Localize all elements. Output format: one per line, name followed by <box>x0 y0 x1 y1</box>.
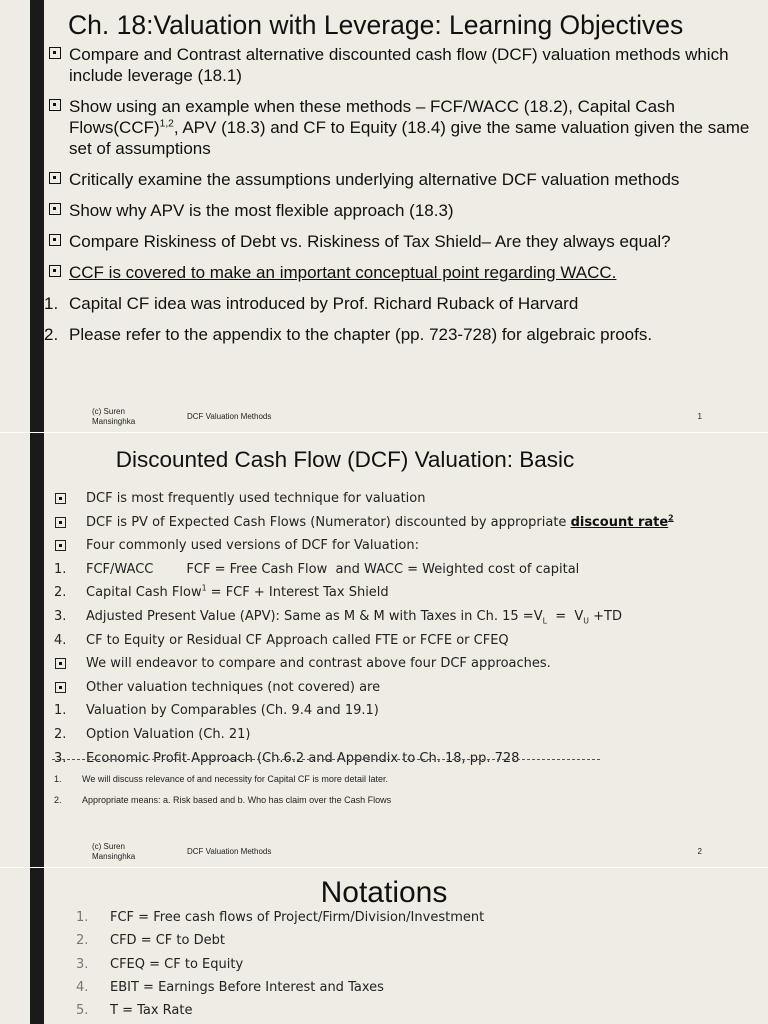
list-item: 1. FCF = Free cash flows of Project/Firm/Division/Investment <box>76 910 485 925</box>
list-item: 2. Please refer to the appendix to the chapter (pp. 723-728) for algebraic proofs. <box>44 325 653 344</box>
checkbox-bullet-icon <box>55 682 66 693</box>
list-item: 5. T = Tax Rate <box>76 1003 193 1019</box>
list-item: 1. FCF/WACC FCF = Free Cash Flow and WACC = Weighted cost of capital <box>54 561 580 577</box>
list-item: DCF is PV of Expected Cash Flows (Numerator) discounted by appropriate discount rate$^2$ <box>52 511 752 535</box>
slide-1-title: Ch. 18:Valuation with Leverage: Learning Objectives <box>68 10 684 40</box>
checkbox-bullet-icon <box>49 234 61 246</box>
slide-3-notations-list <box>76 906 726 1022</box>
list-item: 4. EBIT = Earnings Before Interest and Taxes <box>76 979 384 995</box>
checkbox-bullet-icon <box>49 99 61 111</box>
list-item: Compare and Contrast alternative discounted cash flow (DCF) valuation methods which include leverage (18.1) <box>44 44 754 86</box>
list-item: Four commonly used versions of DCF for Valuation: <box>52 534 752 558</box>
slide-2 <box>0 433 768 867</box>
list-item: Show why APV is the most flexible approach (18.3) <box>44 200 754 221</box>
list-item: 2. CFD = CF to Debt <box>76 933 225 949</box>
checkbox-bullet-icon <box>49 203 61 215</box>
footnote: 2. Appropriate means: a. Risk based and b. Who has claim over the Cash Flows <box>54 795 392 805</box>
slide-2-footnotes <box>54 772 654 814</box>
page-number: 1 <box>697 412 702 421</box>
list-item: 2. Capital Cash Flow$^1$ = FCF + Interest Tax Shield <box>54 584 389 601</box>
checkbox-bullet-icon <box>55 493 66 504</box>
list-item: Other valuation techniques (not covered) are <box>52 676 752 700</box>
slide-1 <box>0 0 768 432</box>
list-item: CCF is covered to make an important conceptual point regarding WACC. <box>44 262 754 283</box>
list-item: We will endeavor to compare and contrast above four DCF approaches. <box>52 652 752 676</box>
left-accent-bar <box>30 0 44 432</box>
footnote: 1. We will discuss relevance of and necessity for Capital CF is more detail later. <box>54 774 388 784</box>
left-accent-bar <box>30 433 44 867</box>
checkbox-bullet-icon <box>55 540 66 551</box>
list-item: 3. Adjusted Present Value (APV): Same as M & M with Taxes in Ch. $15 =V_L = V_U +TD$ <box>54 608 622 626</box>
list-item: 3. CFEQ = CF to Equity <box>76 956 244 972</box>
slide-3 <box>0 868 768 1024</box>
footnote-separator <box>52 759 600 760</box>
slide-1-objectives-list <box>44 44 754 355</box>
page-number: 2 <box>697 847 702 856</box>
checkbox-bullet-icon <box>55 658 66 669</box>
checkbox-bullet-icon <box>49 172 61 184</box>
slide-2-title: Discounted Cash Flow (DCF) Valuation: Basic <box>115 447 575 472</box>
slide-2-list <box>52 487 752 770</box>
list-item: DCF is most frequently used technique for valuation <box>52 487 752 511</box>
list-item: 4. CF to Equity or Residual CF Approach called FTE or FCFE or CFEQ <box>54 632 509 648</box>
checkbox-bullet-icon <box>49 47 61 59</box>
checkbox-bullet-icon <box>55 517 66 528</box>
list-item: 1. Valuation by Comparables (Ch. 9.4 and 19.1) <box>54 703 379 719</box>
list-item: Show using an example when these methods – FCF/WACC (18.2), Capital Cash Flows(CCF)$^{1,2}$, APV (18.3) and CF to Equity (18.4) give the same valuation given the same set of assumptions <box>44 96 754 159</box>
list-item: Critically examine the assumptions underlying alternative DCF valuation methods <box>44 169 754 190</box>
list-item: 3. Economic Profit Approach (Ch.6.2 and Appendix to Ch. 18, pp. 728 <box>54 750 520 766</box>
checkbox-bullet-icon <box>49 265 61 277</box>
slide-3-title: Notations <box>320 876 448 909</box>
list-item: 2. Option Valuation (Ch. 21) <box>54 726 251 742</box>
footer-author: (c) Suren Mansinghka <box>92 407 136 426</box>
list-item: Compare Riskiness of Debt vs. Riskiness of Tax Shield– Are they always equal? <box>44 231 754 252</box>
footer-author: (c) Suren Mansinghka <box>92 842 136 861</box>
list-item: 1. Capital CF idea was introduced by Prof. Richard Ruback of Harvard <box>44 294 579 313</box>
footer-title: DCF Valuation Methods <box>187 412 272 421</box>
footer-title: DCF Valuation Methods <box>187 847 272 856</box>
